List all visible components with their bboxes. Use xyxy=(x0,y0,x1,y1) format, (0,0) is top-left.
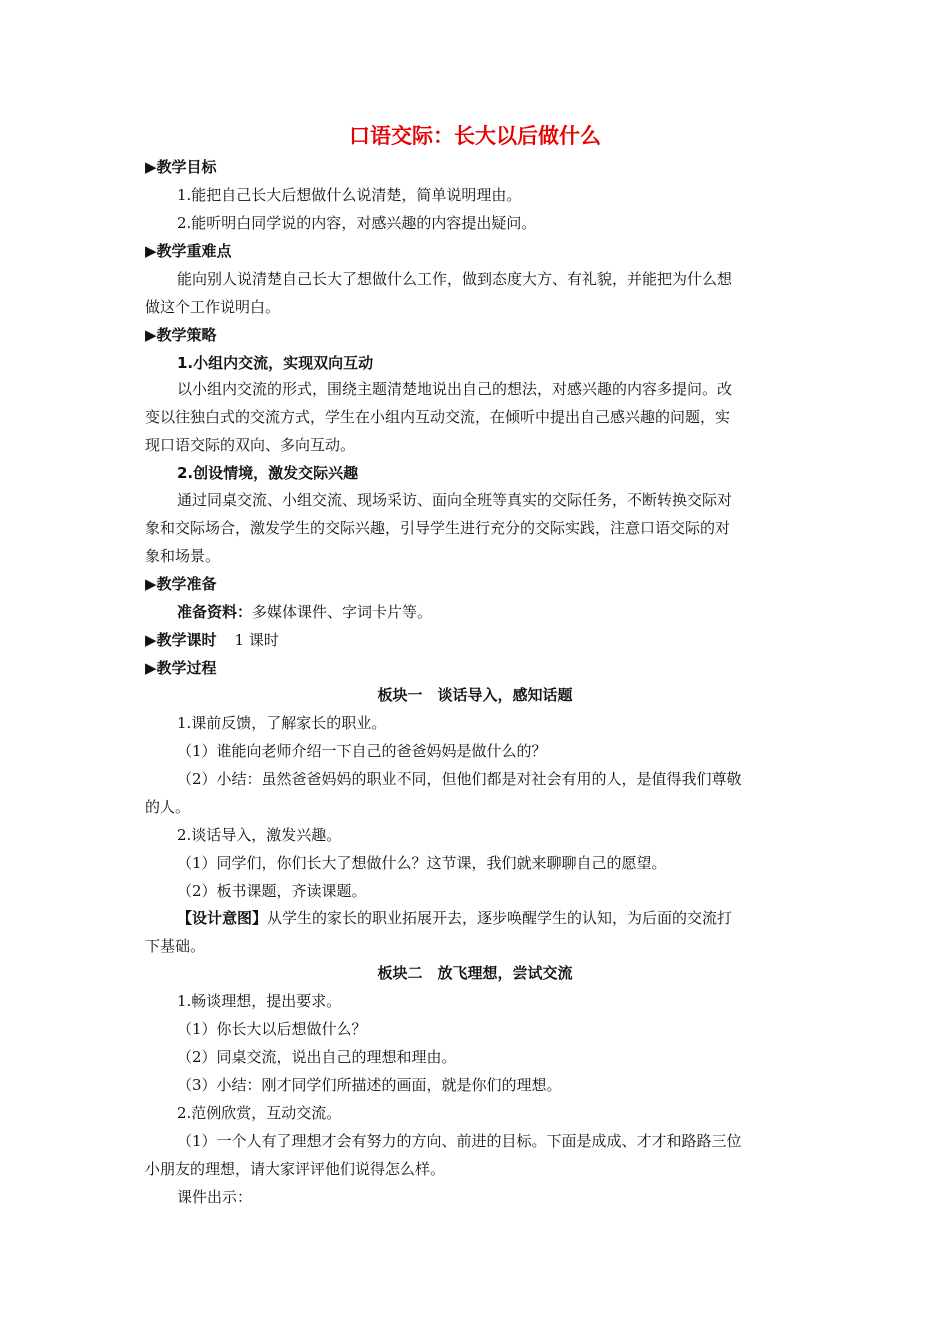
paragraph-line: 1.课前反馈，了解家长的职业。 xyxy=(177,714,387,732)
design-intent-text: 从学生的家长的职业拓展开去，逐步唤醒学生的认知，为后面的交流打 xyxy=(267,909,733,927)
paragraph-line: （2）板书课题，齐读课题。 xyxy=(177,882,367,900)
paragraph-line: （1）一个人有了理想才会有努力的方向、前进的目标。下面是成成、才才和路路三位 xyxy=(177,1132,742,1150)
heading-lesson-hours: ▶教学课时 xyxy=(145,631,217,649)
heading-process: ▶教学过程 xyxy=(145,659,217,677)
subheading: 1.小组内交流，实现双向互动 xyxy=(177,354,374,372)
section-title: 板块二 放飞理想，尝试交流 xyxy=(377,964,573,982)
heading-key-points: ▶教学重难点 xyxy=(145,242,232,260)
paragraph-line: 2.范例欣赏，互动交流。 xyxy=(177,1104,342,1122)
paragraph-line: 变以往独白式的交流方式，学生在小组内互动交流，在倾听中提出自己感兴趣的问题，实 xyxy=(145,408,731,426)
paragraph-line: 象和场景。 xyxy=(145,547,221,565)
preparation-label: 准备资料： xyxy=(177,603,253,621)
paragraph-line: 以小组内交流的形式，围绕主题清楚地说出自己的想法，对感兴趣的内容多提问。改 xyxy=(177,380,733,398)
paragraph-line: 做这个工作说明白。 xyxy=(145,298,281,316)
document-title: 口语交际：长大以后做什么 xyxy=(349,124,601,148)
section-title: 板块一 谈话导入，感知话题 xyxy=(377,686,573,704)
heading-preparation: ▶教学准备 xyxy=(145,575,217,593)
goal-line: 2.能听明白同学说的内容，对感兴趣的内容提出疑问。 xyxy=(177,214,537,232)
paragraph-line: 现口语交际的双向、多向互动。 xyxy=(145,436,356,454)
design-intent-line xyxy=(177,908,805,928)
design-intent-label: 【设计意图】 xyxy=(177,909,268,927)
preparation-line xyxy=(177,602,805,622)
goal-line: 1.能把自己长大后想做什么说清楚，简单说明理由。 xyxy=(177,186,522,204)
paragraph-line: 下基础。 xyxy=(145,937,206,955)
paragraph-line: 小朋友的理想，请大家评评他们说得怎么样。 xyxy=(145,1160,446,1178)
paragraph-line: 能向别人说清楚自己长大了想做什么工作，做到态度大方、有礼貌，并能把为什么想 xyxy=(177,270,733,288)
lesson-hours-line xyxy=(145,630,805,650)
paragraph-line: 通过同桌交流、小组交流、现场采访、面向全班等真实的交际任务，不断转换交际对 xyxy=(177,491,733,509)
paragraph-line: 的人。 xyxy=(145,798,191,816)
heading-teaching-goals: ▶教学目标 xyxy=(145,158,217,176)
paragraph-line: （2）小结：虽然爸爸妈妈的职业不同，但他们都是对社会有用的人，是值得我们尊敬 xyxy=(177,770,742,788)
paragraph-line: 象和交际场合，激发学生的交际兴趣，引导学生进行充分的交际实践，注意口语交际的对 xyxy=(145,519,731,537)
preparation-text: 多媒体课件、字词卡片等。 xyxy=(252,603,433,621)
lesson-hours-value: 1 课时 xyxy=(234,631,279,649)
paragraph-line: 课件出示： xyxy=(177,1188,253,1206)
paragraph-line: （1）谁能向老师介绍一下自己的爸爸妈妈是做什么的？ xyxy=(177,742,547,760)
paragraph-line: 1.畅谈理想，提出要求。 xyxy=(177,992,342,1010)
heading-strategy: ▶教学策略 xyxy=(145,326,217,344)
paragraph-line: （3）小结：刚才同学们所描述的画面，就是你们的理想。 xyxy=(177,1076,562,1094)
paragraph-line: 2.谈话导入，激发兴趣。 xyxy=(177,826,342,844)
paragraph-line: （1）同学们，你们长大了想做什么？这节课，我们就来聊聊自己的愿望。 xyxy=(177,854,667,872)
subheading: 2.创设情境，激发交际兴趣 xyxy=(177,464,359,482)
paragraph-line: （1）你长大以后想做什么？ xyxy=(177,1020,367,1038)
paragraph-line: （2）同桌交流，说出自己的理想和理由。 xyxy=(177,1048,457,1066)
